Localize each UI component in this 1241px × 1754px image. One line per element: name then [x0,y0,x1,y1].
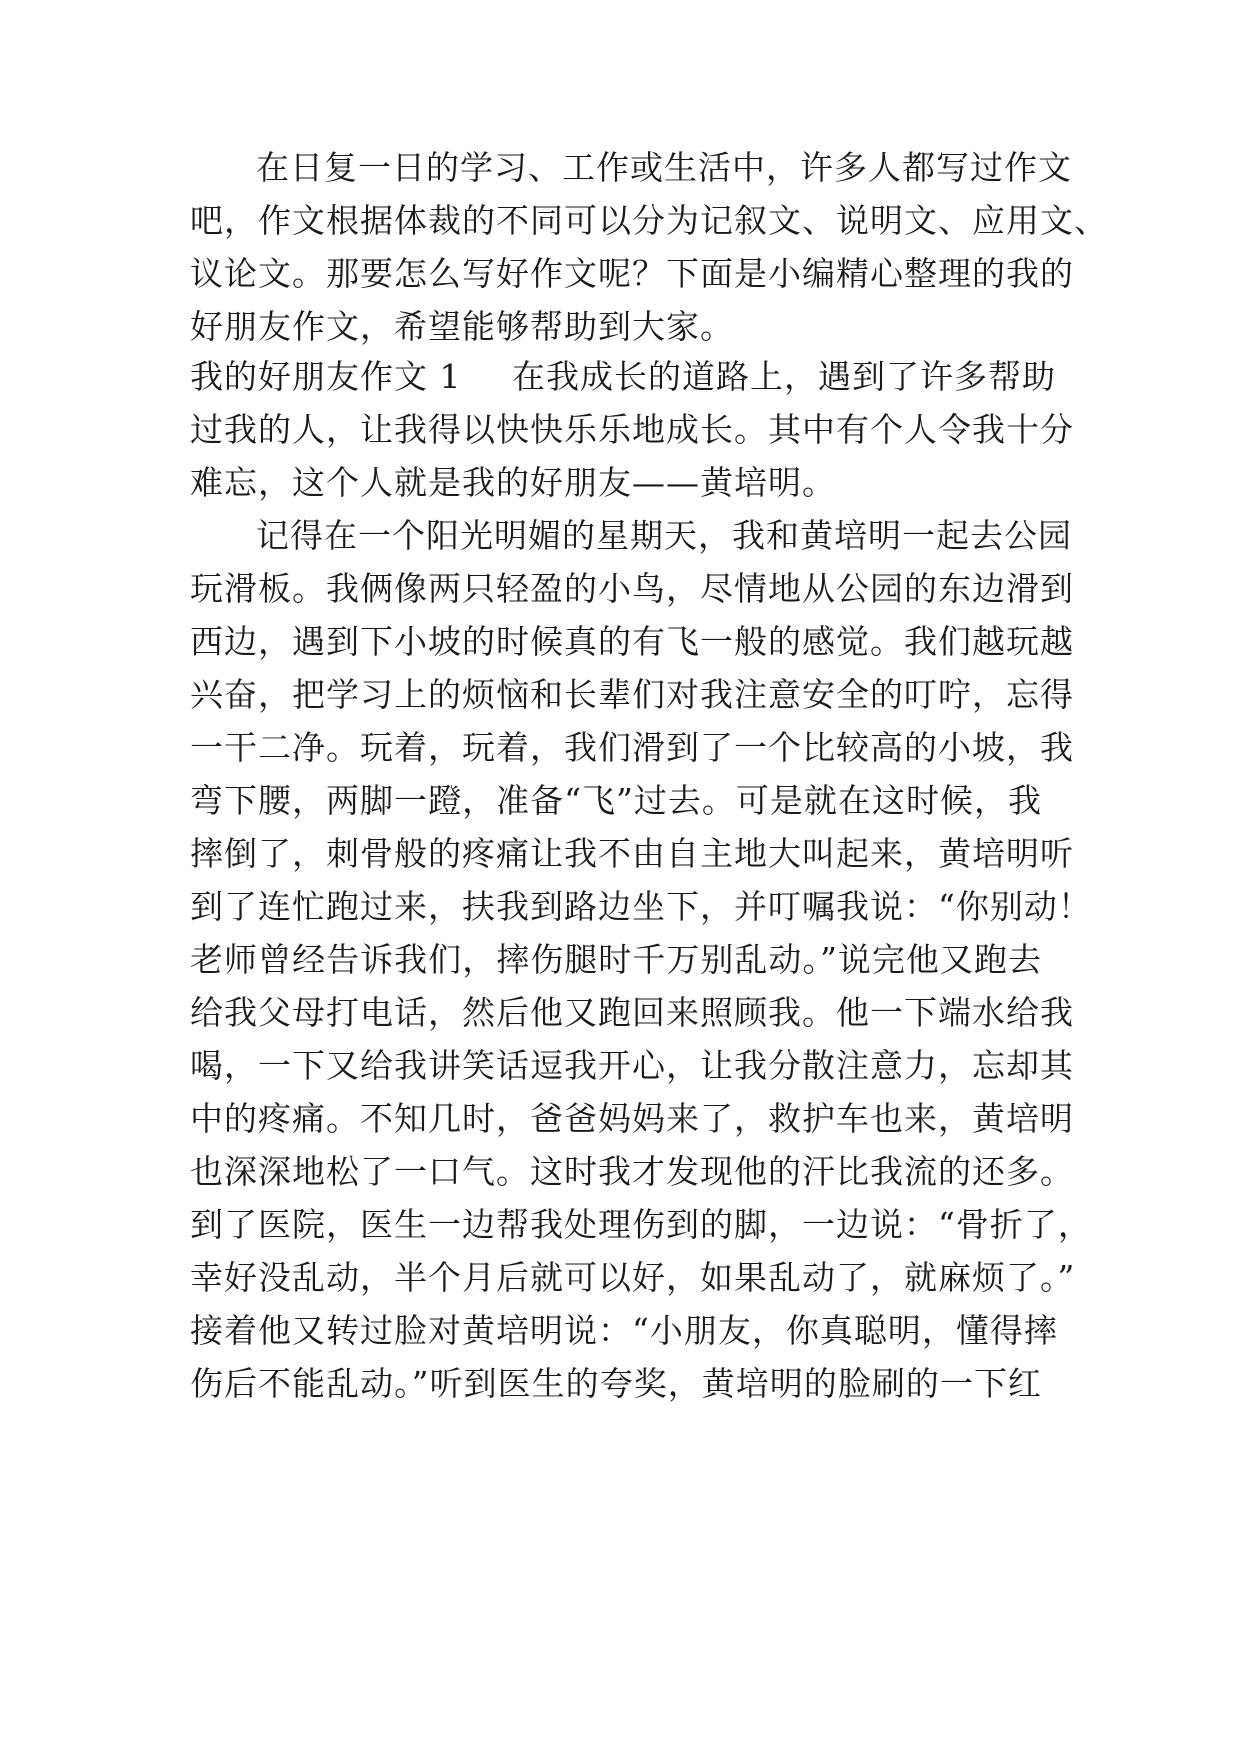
second-para-line-14: 到了医院，医生一边帮我处理伤到的脚，一边说：“骨折了， [190,1205,1092,1244]
second-para-line-13: 也深深地松了一口气。这时我才发现他的汗比我流的还多。 [190,1152,1074,1191]
second-para-line-8: 到了连忙跑过来，扶我到路边坐下，并叮嘱我说：“你别动！ [190,887,1092,926]
second-para-line-1: 记得在一个阳光明媚的星期天，我和黄培明一起去公园 [256,516,1072,555]
first-para-line-3: 难忘，这个人就是我的好朋友——黄培明。 [190,463,836,502]
intro-line-4: 好朋友作文，希望能够帮助到大家。 [190,307,734,346]
second-para-line-12: 中的疼痛。不知几时，爸爸妈妈来了，救护车也来，黄培明 [190,1099,1074,1138]
intro-line-3: 议论文。那要怎么写好作文呢？下面是小编精心整理的我的 [190,254,1074,293]
second-para-line-9: 老师曾经告诉我们，摔伤腿时千万别乱动。”说完他又跑去 [190,940,1042,979]
second-para-line-6: 弯下腰，两脚一蹬，准备“飞”过去。可是就在这时候，我 [190,781,1042,820]
second-para-line-16: 接着他又转过脸对黄培明说：“小朋友，你真聪明，懂得摔 [190,1311,1058,1350]
second-para-line-4: 兴奋，把学习上的烦恼和长辈们对我注意安全的叮咛，忘得 [190,675,1074,714]
intro-line-1: 在日复一日的学习、工作或生活中，许多人都写过作文 [256,148,1072,187]
second-para-line-3: 西边，遇到下小坡的时候真的有飞一般的感觉。我们越玩越 [190,622,1074,661]
second-para-line-7: 摔倒了，刺骨般的疼痛让我不由自主地大叫起来，黄培明听 [190,834,1074,873]
second-para-line-15: 幸好没乱动，半个月后就可以好，如果乱动了，就麻烦了。” [190,1258,1076,1297]
second-para-line-10: 给我父母打电话，然后他又跑回来照顾我。他一下端水给我 [190,993,1074,1032]
essay-heading: 我的好朋友作文 1 [190,357,462,396]
second-para-line-17: 伤后不能乱动。”听到医生的夸奖，黄培明的脸刷的一下红 [190,1364,1042,1403]
second-para-line-11: 喝，一下又给我讲笑话逗我开心，让我分散注意力，忘却其 [190,1046,1074,1085]
first-para-line-2: 过我的人，让我得以快快乐乐地成长。其中有个人令我十分 [190,410,1074,449]
second-para-line-2: 玩滑板。我俩像两只轻盈的小鸟，尽情地从公园的东边滑到 [190,569,1074,608]
first-para-line-1: 在我成长的道路上，遇到了许多帮助 [512,357,1056,396]
intro-line-2: 吧，作文根据体裁的不同可以分为记叙文、说明文、应用文、 [190,201,1108,240]
second-para-line-5: 一干二净。玩着，玩着，我们滑到了一个比较高的小坡，我 [190,728,1074,767]
